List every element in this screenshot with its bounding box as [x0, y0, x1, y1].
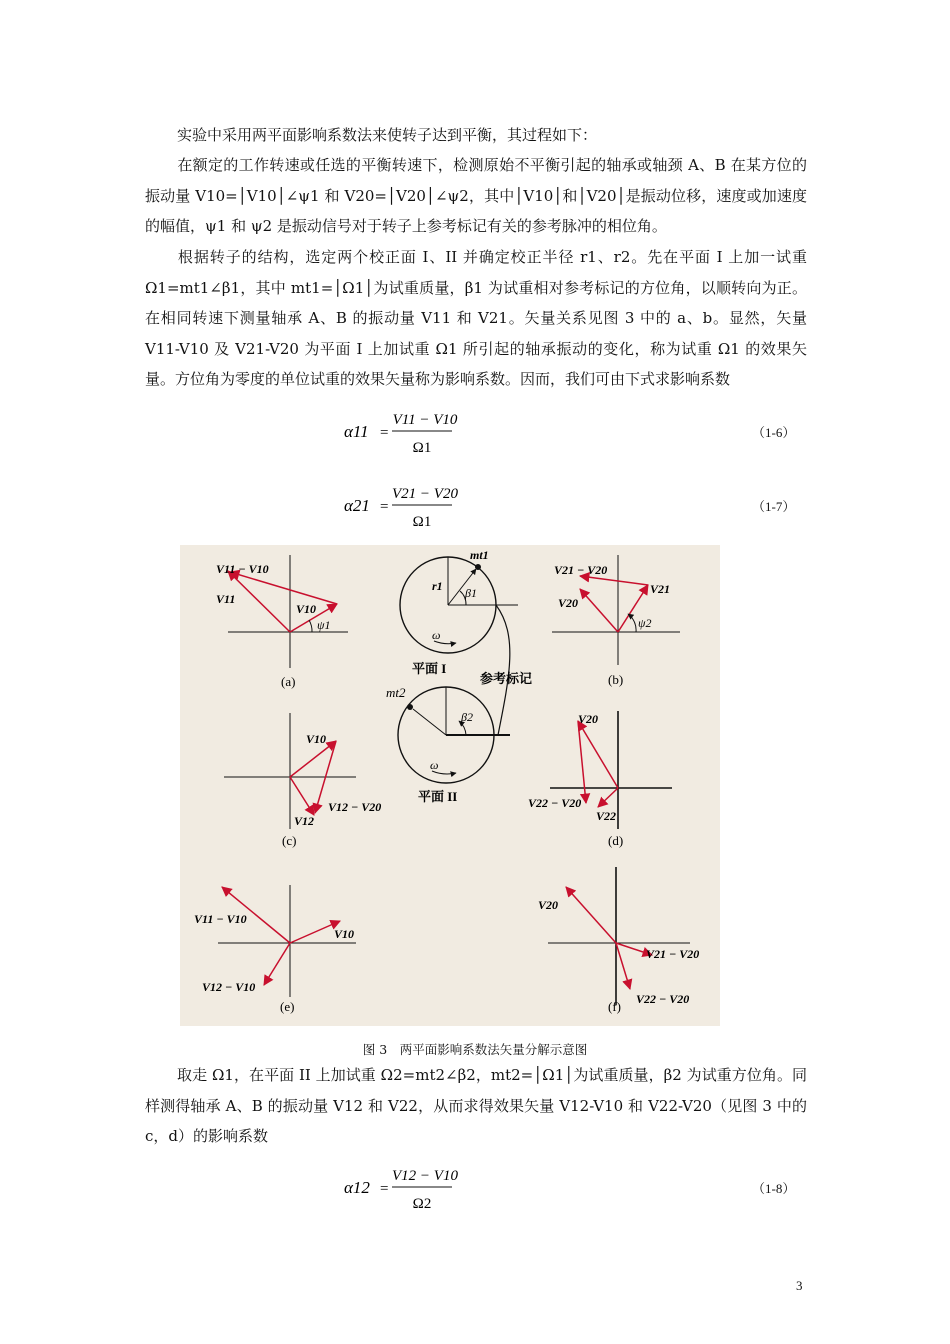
eq-denominator: Ω1 [412, 440, 432, 456]
label-reference-mark: 参考标记 [480, 671, 533, 686]
label-v10: V10 [306, 732, 327, 746]
label-v10: V10 [334, 927, 355, 941]
eq-equals: = [380, 1181, 389, 1197]
eq-lhs: α11 [344, 422, 369, 441]
eq-equals: = [380, 499, 389, 515]
label-v20: V20 [578, 712, 599, 726]
paragraph-intro: 实验中采用两平面影响系数法来使转子达到平衡，其过程如下： [177, 126, 598, 144]
radius-mt2 [413, 709, 446, 735]
panel-label-b: (b) [608, 672, 624, 687]
panel-e [194, 885, 356, 1014]
equation-1-6 [0, 404, 950, 460]
label-plane1: 平面 I [412, 661, 447, 676]
eq-denominator: Ω2 [412, 1196, 432, 1212]
panel-label-e: (e) [280, 999, 295, 1014]
vector-v12-minus-v10 [264, 943, 290, 985]
equation-1-8-formula [330, 1160, 530, 1216]
label-psi2: ψ2 [638, 616, 652, 630]
label-v11: V11 [216, 592, 236, 606]
label-v22-v20: V22 − V20 [528, 796, 582, 810]
label-v20: V20 [558, 596, 579, 610]
angle-psi2-arc [628, 614, 636, 632]
label-psi1: ψ1 [317, 618, 331, 632]
eq-numerator: V12 − V10 [392, 1168, 458, 1184]
equation-1-7 [0, 478, 950, 534]
label-v21-v20: V21 − V20 [646, 947, 700, 961]
figure-3 [180, 545, 720, 1026]
trial-mass-mt1 [475, 564, 481, 570]
eq-numerator: V21 − V20 [392, 486, 458, 502]
eq-numerator: V11 − V10 [392, 412, 458, 428]
panel-a [216, 555, 348, 689]
label-v11-v10: V11 − V10 [194, 912, 247, 926]
vector-v22 [598, 788, 618, 807]
vector-v10 [290, 921, 340, 943]
paragraph-plane-two: 取走 Ω1，在平面 II 上加试重 Ω2=mt2∠β2，mt2=│Ω1│为试重质量，β2 为试重方位角。同样测得轴承 A、B 的振动量 V12 和 V22，从而求得效果矢量 V12-V10 和 V22-V20（见图 3 中的 c，d）的影响系数 [145, 1066, 807, 1145]
label-v12-v20: V12 − V20 [328, 800, 382, 814]
figure-3-diagram [180, 545, 720, 1026]
eq-equals: = [380, 425, 389, 441]
label-mt2: mt2 [386, 685, 406, 700]
eq-number: （1-6） [752, 425, 796, 440]
vector-v20 [566, 887, 616, 943]
equation-1-6-formula [330, 404, 530, 460]
vector-v22-minus-v20 [616, 943, 630, 989]
vector-v20 [580, 589, 618, 632]
eq-denominator: Ω1 [412, 514, 432, 530]
trial-mass-mt2 [407, 704, 413, 710]
label-v12: V12 [294, 814, 315, 828]
equation-1-8 [0, 1160, 950, 1216]
panel-label-d: (d) [608, 833, 624, 848]
panel-b [552, 555, 680, 687]
paragraph-initial-vibration: 在额定的工作转速或任选的平衡转速下，检测原始不平衡引起的轴承或轴颈 A、B 在某方位的振动量 V10=│V10│∠ψ1 和 V20=│V20│∠ψ2，其中│V10│和│V20│是振动位移，速度或加速度的幅值，ψ1 和 ψ2 是振动信号对于转子上参考标记有关的参考脉冲的相位角。 [145, 156, 807, 235]
label-plane2: 平面 II [418, 789, 458, 804]
eq-number: （1-7） [752, 499, 796, 514]
panel-label-f: (f) [608, 999, 621, 1014]
label-omega1: ω [432, 628, 441, 642]
label-v10: V10 [296, 602, 317, 616]
angle-psi1-arc [309, 620, 312, 632]
vector-v12 [290, 777, 314, 815]
label-v21: V21 [650, 582, 671, 596]
reference-mark-connector [496, 605, 510, 735]
eq-number: （1-8） [752, 1181, 796, 1196]
panel-d [528, 711, 672, 848]
label-v12-v10: V12 − V10 [202, 980, 256, 994]
label-mt1: mt1 [470, 548, 489, 562]
plane-2 [386, 685, 510, 804]
label-v20: V20 [538, 898, 559, 912]
equation-1-7-formula [330, 478, 530, 534]
label-v11-v10: V11 − V10 [216, 562, 269, 576]
page-number: 3 [796, 1278, 803, 1293]
label-beta1: β1 [465, 586, 477, 600]
figure-caption: 图 3 两平面影响系数法矢量分解示意图 [362, 1042, 588, 1057]
label-beta2: β2 [461, 710, 473, 724]
label-r1: r1 [432, 579, 443, 593]
vector-v10 [290, 741, 336, 777]
label-v22: V22 [596, 809, 617, 823]
label-v21-v20: V21 − V20 [554, 563, 608, 577]
eq-lhs: α21 [344, 496, 370, 515]
vector-v21-minus-v20 [580, 576, 648, 585]
panel-label-a: (a) [281, 674, 296, 689]
paragraph-plane-one: 根据转子的结构，选定两个校正面 I、II 并确定校正半径 r1、r2。先在平面 I 上加一试重 Ω1=mt1∠β1，其中 mt1=│Ω1│为试重质量，β1 为试重相对参考标记的方位角，以顺转向为正。在相同转速下测量轴承 A、B 的振动量 V11 和 V21。矢量关系见图 3 中的 a、b。显然，矢量 V11-V10 及 V21-V20 为平面 I 上加试重 Ω1 所引起的轴承振动的变化，称为试重 Ω1 的效果矢量。方位角为零度的单位试重的效果矢量称为影响系数。因而，我们可由下式求影响系数 [145, 248, 807, 388]
panel-c [224, 713, 381, 848]
panel-f [538, 867, 699, 1014]
eq-lhs: α12 [344, 1178, 370, 1197]
label-v22-v20: V22 − V20 [636, 992, 690, 1006]
panel-label-c: (c) [282, 833, 297, 848]
label-omega2: ω [430, 758, 439, 772]
